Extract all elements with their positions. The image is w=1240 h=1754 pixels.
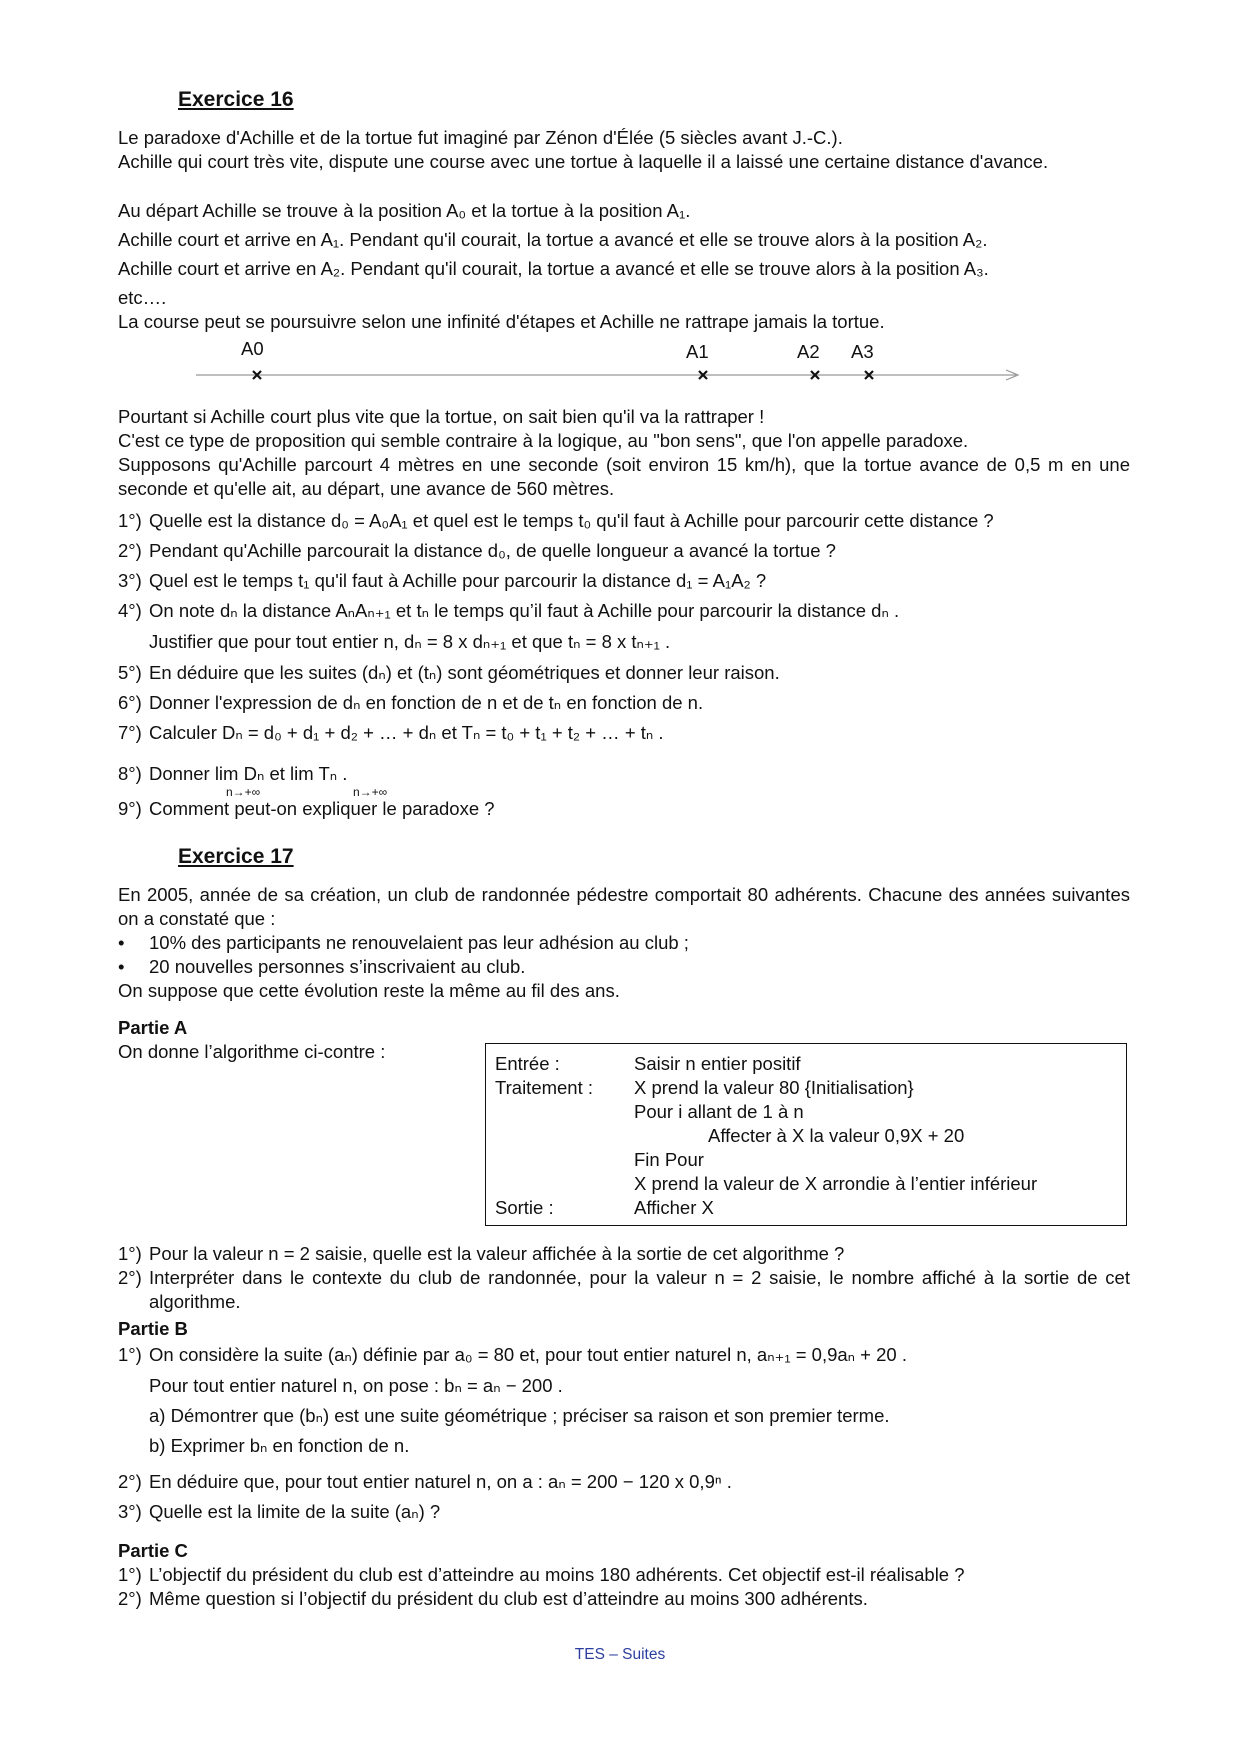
ex16-intro-2: Achille qui court très vite, dispute une course avec une tortue à laquelle il a laissé une certaine distance d'avance. <box>118 151 1049 172</box>
ex16-question-3: 3°) Quel est le temps t₁ qu'il faut à Achille pour parcourir la distance d₁ = A₁A₂ ? <box>118 570 767 591</box>
part-b-title: Partie B <box>118 1318 188 1339</box>
algo-entree-label: Entrée : <box>495 1053 560 1074</box>
ex16-question-4: 4°) On note dₙ la distance AₙAₙ₊₁ et tₙ le temps qu’il faut à Achille pour parcourir la distance dₙ . <box>118 600 900 621</box>
label-a0: A0 <box>241 338 264 359</box>
part-b-question-1: 1°) On considère la suite (aₙ) définie par a₀ = 80 et, pour tout entier naturel n, aₙ₊₁ = 0,9aₙ + 20 . <box>118 1344 907 1365</box>
ex16-intro-6: etc…. <box>118 287 167 308</box>
exercise-16-title: Exercice 16 <box>178 88 294 111</box>
algorithm-box <box>485 1043 1127 1226</box>
ex16-intro-5: Achille court et arrive en A₂. Pendant qu'il courait, la tortue a avancé et elle se trouve alors à la position A₃. <box>118 258 989 279</box>
ex16-question-2: 2°) Pendant qu'Achille parcourait la distance d₀, de quelle longueur a avancé la tortue ? <box>118 540 836 561</box>
bullet-icon: • <box>118 956 125 977</box>
ex17-intro: En 2005, année de sa création, un club de randonnée pédestre comportait 80 adhérents. Chacune des années suivantes on a constaté que : <box>118 884 1130 929</box>
part-a-question-2: 2°) Interpréter dans le contexte du club de randonnée, pour la valeur n = 2 saisie, le nombre affiché à la sortie de cet algorithme. <box>118 1267 1130 1312</box>
ex17-bullet-1: • 10% des participants ne renouvelaient pas leur adhésion au club ; <box>118 932 689 953</box>
part-a-title: Partie A <box>118 1017 188 1038</box>
ex16-question-8: 8°) Donner lim Dₙ et lim Tₙ . <box>118 763 348 784</box>
ex16-question-1: 1°) Quelle est la distance d₀ = A₀A₁ et quel est le temps t₀ qu'il faut à Achille pour parcourir cette distance ? <box>118 510 994 531</box>
algo-sortie-label: Sortie : <box>495 1197 554 1218</box>
limit-subscript-2: n→+∞ <box>353 785 388 799</box>
ex17-bullet-2: • 20 nouvelles personnes s’inscrivaient au club. <box>118 956 526 977</box>
ex16-intro-4: Achille court et arrive en A₁. Pendant qu'il courait, la tortue a avancé et elle se trouve alors à la position A₂. <box>118 229 988 250</box>
part-c-question-2: 2°) Même question si l’objectif du président du club est d’atteindre au moins 300 adhérents. <box>118 1588 868 1609</box>
ex16-body-1: Pourtant si Achille court plus vite que la tortue, on sait bien qu'il va la rattraper ! <box>118 406 765 427</box>
part-b-question-1a: a) Démontrer que (bₙ) est une suite géométrique ; préciser sa raison et son premier terme. <box>149 1405 890 1426</box>
ex16-question-5: 5°) En déduire que les suites (dₙ) et (tₙ) sont géométriques et donner leur raison. <box>118 662 780 683</box>
limit-subscript-1: n→+∞ <box>226 785 261 799</box>
ex17-assume: On suppose que cette évolution reste la même au fil des ans. <box>118 980 620 1001</box>
part-a-lead: On donne l’algorithme ci-contre : <box>118 1041 386 1062</box>
part-b-question-3: 3°) Quelle est la limite de la suite (aₙ) ? <box>118 1501 441 1522</box>
ex16-question-6: 6°) Donner l'expression de dₙ en fonction de n et de tₙ en fonction de n. <box>118 692 704 713</box>
algo-t3: Affecter à X la valeur 0,9X + 20 <box>708 1125 965 1146</box>
algo-entree: Saisir n entier positif <box>634 1053 801 1074</box>
ex16-question-9: 9°) Comment peut-on expliquer le paradoxe ? <box>118 798 495 819</box>
exercise-17-title: Exercice 17 <box>178 845 294 868</box>
label-a2: A2 <box>797 341 820 362</box>
part-c-title: Partie C <box>118 1540 188 1561</box>
part-b-question-2: 2°) En déduire que, pour tout entier naturel n, on a : aₙ = 200 − 120 x 0,9ⁿ . <box>118 1471 732 1492</box>
bullet-icon: • <box>118 932 125 953</box>
ex16-question-4-justify: Justifier que pour tout entier n, dₙ = 8 x dₙ₊₁ et que tₙ = 8 x tₙ₊₁ . <box>149 631 671 652</box>
ex16-body-3: Supposons qu'Achille parcourt 4 mètres en une seconde (soit environ 15 km/h), que la tortue avance de 0,5 m en une seconde et qu'elle ait, au départ, une avance de 560 mètres. <box>118 454 1130 499</box>
algo-traitement-label: Traitement : <box>495 1077 594 1098</box>
label-a3: A3 <box>851 341 874 362</box>
algo-t4: Fin Pour <box>634 1149 704 1170</box>
part-b-question-1b: b) Exprimer bₙ en fonction de n. <box>149 1435 410 1456</box>
algo-t2: Pour i allant de 1 à n <box>634 1101 804 1122</box>
algo-sortie: Afficher X <box>634 1197 714 1218</box>
ex16-body-2: C'est ce type de proposition qui semble contraire à la logique, au "bon sens", que l'on appelle paradoxe. <box>118 430 969 451</box>
algo-t1: X prend la valeur 80 {Initialisation} <box>634 1077 914 1098</box>
part-c-question-1: 1°) L’objectif du président du club est d’atteindre au moins 180 adhérents. Cet objectif est-il réalisable ? <box>118 1564 965 1585</box>
algo-t5: X prend la valeur de X arrondie à l’entier inférieur <box>634 1173 1038 1194</box>
part-b-pose: Pour tout entier naturel n, on pose : bₙ = aₙ − 200 . <box>149 1375 563 1396</box>
page-footer: TES – Suites <box>574 1646 666 1663</box>
positions-diagram <box>190 338 1030 388</box>
ex16-intro-7: La course peut se poursuivre selon une infinité d'étapes et Achille ne rattrape jamais la tortue. <box>118 311 885 332</box>
ex16-intro-1: Le paradoxe d'Achille et de la tortue fut imaginé par Zénon d'Élée (5 siècles avant J.-C.). <box>118 127 843 148</box>
ex16-question-7: 7°) Calculer Dₙ = d₀ + d₁ + d₂ + … + dₙ et Tₙ = t₀ + t₁ + t₂ + … + tₙ . <box>118 722 664 743</box>
label-a1: A1 <box>686 341 709 362</box>
part-a-question-1: 1°) Pour la valeur n = 2 saisie, quelle est la valeur affichée à la sortie de cet algorithme ? <box>118 1243 845 1264</box>
ex16-intro-3: Au départ Achille se trouve à la position A₀ et la tortue à la position A₁. <box>118 200 691 221</box>
